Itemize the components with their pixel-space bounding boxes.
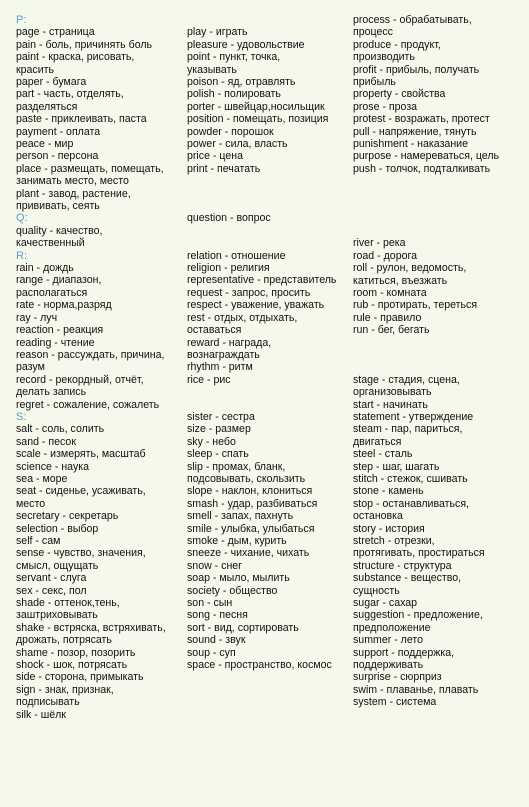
column-2	[187, 14, 352, 671]
word-entry: person - персона	[16, 150, 99, 163]
word-entry: print - печатать	[187, 162, 261, 175]
column-3	[353, 14, 527, 709]
word-entry: statement - утверждение	[353, 410, 474, 423]
word-entry: shame - позор, позорить	[16, 646, 136, 659]
word-entry: smell - запах, пахнуть	[187, 510, 294, 523]
word-entry: sort - вид, сортировать	[187, 621, 299, 634]
word-entry: stage - стадия, сцена, организовывать	[353, 373, 460, 399]
word-entry: quality - качество, качественный	[16, 224, 103, 250]
word-entry: sand - песок	[16, 435, 76, 448]
word-entry: stretch - отрезки, протягивать, простираться	[353, 535, 485, 560]
word-entry: swim - плаванье, плавать	[353, 683, 479, 696]
word-entry: sleep - спать	[187, 448, 249, 461]
word-entry: slip - промах, бланк, подсовывать, скользить	[187, 460, 306, 485]
word-entry: selection - выбор	[16, 522, 99, 535]
word-entry: part - часть, отделять, разделяться	[16, 88, 124, 113]
word-entry: seat - сиденье, усаживать, место	[16, 485, 146, 510]
word-entry: stone - камень	[353, 485, 424, 498]
section-spacer	[187, 386, 352, 411]
word-entry: protest - возражать, протест	[353, 113, 490, 126]
word-entry: respect - уважение, уважать	[187, 299, 325, 312]
word-entry: silk - шёлк	[16, 708, 66, 721]
word-entry: size - размер	[187, 423, 251, 436]
word-entry: sense - чувство, значения, смысл, ощущать	[16, 547, 146, 572]
word-entry: room - комната	[353, 286, 427, 299]
word-entry: side - сторона, примыкать	[16, 671, 144, 684]
word-entry: rest - отдых, отдыхать, оставаться	[187, 311, 298, 337]
word-entry: society - общество	[187, 584, 278, 597]
word-entry: request - запрос, просить	[187, 286, 311, 299]
word-entry: slope - наклон, клониться	[187, 485, 313, 498]
word-entry: poison - яд, отравлять	[187, 76, 296, 89]
word-entry: powder - порошок	[187, 125, 274, 138]
word-entry: price - цена	[187, 150, 243, 163]
word-entry: start - начинать	[353, 398, 428, 411]
word-entry: process - обрабатывать, процесс	[353, 14, 472, 39]
word-entry: summer - лето	[353, 634, 424, 647]
word-entry: play - играть	[187, 26, 248, 39]
word-entry: sign - знак, признак, подписывать	[16, 683, 114, 709]
word-entry: power - сила, власть	[187, 138, 288, 151]
word-entry: shade - оттенок,тень, заштриховывать	[16, 597, 120, 622]
word-entry: payment - оплата	[16, 125, 101, 138]
word-entry: stop - останавливаться, остановка	[353, 497, 469, 523]
word-entry: peace - мир	[16, 138, 74, 151]
word-entry: science - наука	[16, 460, 90, 473]
word-entry: regret - сожаление, сожалеть	[16, 398, 160, 411]
word-entry: paste - приклеивать, паста	[16, 113, 147, 126]
word-entry: position - помещать, позиция	[187, 113, 329, 126]
word-entry: rule - правило	[353, 311, 422, 324]
word-entry: servant - слуга	[16, 572, 87, 585]
word-entry: reason - рассуждать, причина, разум	[16, 348, 165, 374]
word-entry: rub - протирать, тереться	[353, 299, 478, 312]
section-letter-s: S:	[16, 410, 27, 423]
word-entry: rate - норма,разряд	[16, 299, 112, 312]
word-entry: soap - мыло, мылить	[187, 572, 290, 585]
word-entry: question - вопрос	[187, 212, 271, 225]
word-entry: page - страница	[16, 26, 95, 39]
word-entry: reward - награда, вознаграждать	[187, 336, 272, 361]
word-entry: sister - сестра	[187, 410, 255, 423]
word-entry: religion - религия	[187, 262, 270, 275]
word-entry: structure - структура	[353, 559, 452, 572]
word-entry: ray - луч	[16, 311, 58, 324]
word-entry: profit - прибыль, получать прибыль	[353, 63, 480, 89]
word-entry: system - система	[353, 696, 437, 709]
word-entry: rhythm - ритм	[187, 361, 253, 374]
section-spacer	[187, 175, 352, 212]
word-entry: purpose - намереваться, цель	[353, 150, 500, 163]
word-entry: relation - отношение	[187, 249, 286, 262]
word-entry: sex - секс, пол	[16, 584, 87, 597]
word-entry: place - размещать, помещать, занимать место, место	[16, 162, 164, 188]
word-entry: steel - сталь	[353, 448, 413, 461]
word-entry: rice - рис	[187, 373, 231, 386]
word-entry: paper - бумага	[16, 76, 87, 89]
word-entry: run - бег, бегать	[353, 324, 430, 337]
word-entry: reaction - реакция	[16, 324, 104, 337]
word-entry: paint - краска, рисовать, красить	[16, 51, 135, 76]
word-entry: property - свойства	[353, 88, 446, 101]
word-entry: river - река	[353, 237, 406, 250]
word-entry: surprise - сюрприз	[353, 671, 442, 684]
word-entry: shake - встряска, встряхивать, дрожать, потрясать	[16, 621, 166, 647]
word-entry: range - диапазон, располагаться	[16, 274, 102, 299]
word-entry: soup - суп	[187, 646, 236, 659]
word-entry: stitch - стежок, сшивать	[353, 472, 468, 485]
word-entry: support - поддержка, поддерживать	[353, 646, 455, 672]
word-entry: road - дорога	[353, 249, 417, 262]
word-entry: substance - вещество, сущность	[353, 572, 462, 597]
word-entry: snow - снег	[187, 559, 243, 572]
section-letter-p: P:	[16, 14, 27, 26]
word-entry: point - пункт, точка, указывать	[187, 51, 281, 76]
word-entry: pain - боль, причинять боль	[16, 38, 153, 51]
word-entry: story - история	[353, 522, 425, 535]
word-entry: polish - полировать	[187, 88, 281, 101]
section-letter-q: Q:	[16, 212, 28, 225]
word-entry: plant - завод, растение, прививать, сеять	[16, 187, 131, 213]
word-entry: song - песня	[187, 609, 248, 622]
word-entry: space - пространство, космос	[187, 659, 332, 672]
word-entry: reading - чтение	[16, 336, 95, 349]
word-entry: son - сын	[187, 597, 233, 610]
word-entry: representative - представитель	[187, 274, 337, 287]
word-entry: push - толчок, подталкивать	[353, 162, 491, 175]
word-entry: pull - напряжение, тянуть	[353, 125, 477, 138]
word-entry: secretary - секретарь	[16, 510, 119, 523]
section-spacer	[187, 225, 352, 250]
section-spacer	[353, 175, 527, 237]
section-spacer	[187, 14, 352, 26]
word-entry: sea - море	[16, 472, 68, 485]
word-entry: produce - продукт, производить	[353, 38, 441, 64]
section-spacer	[353, 337, 527, 374]
word-entry: scale - измерять, масштаб	[16, 448, 146, 461]
word-entry: sugar - сахар	[353, 597, 418, 610]
word-entry: steam - пар, париться, двигаться	[353, 423, 463, 448]
column-1	[16, 14, 186, 721]
word-entry: suggestion - предложение, предположение	[353, 609, 483, 634]
word-entry: self - сам	[16, 535, 61, 547]
word-entry: step - шаг, шагать	[353, 460, 440, 473]
section-letter-r: R:	[16, 249, 27, 262]
word-entry: punishment - наказание	[353, 138, 468, 151]
word-entry: roll - рулон, ведомость, катиться, въезжать	[353, 262, 467, 287]
word-entry: salt - соль, солить	[16, 423, 105, 436]
word-entry: smoke - дым, курить	[187, 534, 287, 547]
word-entry: shock - шок, потрясать	[16, 659, 128, 672]
word-entry: porter - швейцар,носильщик	[187, 100, 325, 113]
word-entry: record - рекордный, отчёт, делать запись	[16, 373, 144, 399]
word-entry: sneeze - чихание, чихать	[187, 547, 310, 560]
word-entry: sky - небо	[187, 435, 236, 448]
word-entry: prose - проза	[353, 100, 418, 113]
word-entry: smile - улыбка, улыбаться	[187, 522, 315, 535]
word-entry: pleasure - удовольствие	[187, 38, 305, 51]
word-entry: sound - звук	[187, 634, 246, 647]
word-entry: smash - удар, разбиваться	[187, 497, 318, 510]
word-entry: rain - дождь	[16, 262, 74, 275]
